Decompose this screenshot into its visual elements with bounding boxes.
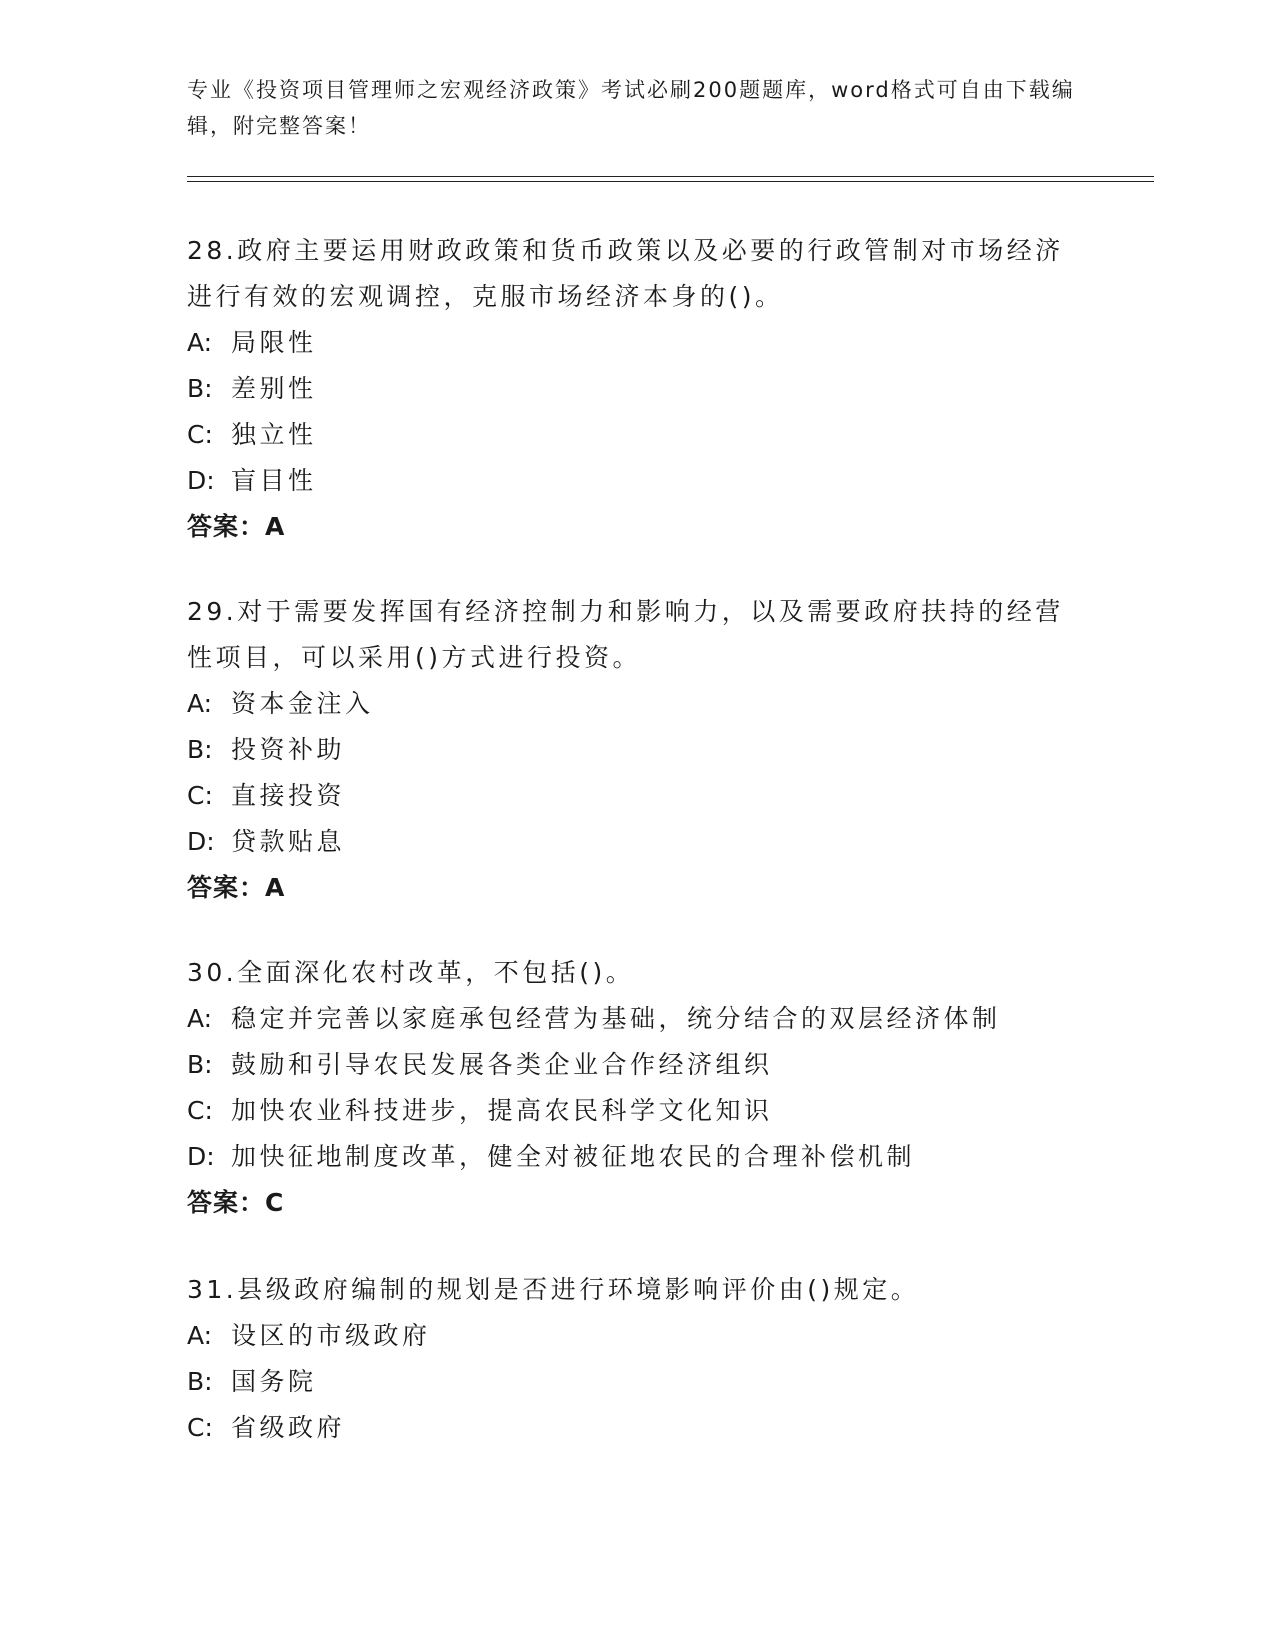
answer-line: 答案：A: [187, 873, 286, 902]
option-key: A:: [187, 328, 213, 357]
option-text: 加快征地制度改革，健全对被征地农民的合理补偿机制: [231, 1142, 916, 1171]
document-intro: 专业《投资项目管理师之宏观经济政策》考试必刷200题题库，word格式可自由下载编辑，附完整答案！: [187, 78, 1075, 138]
option-key: B:: [187, 1050, 213, 1079]
header-divider-bottom: [187, 181, 1154, 182]
header-divider-top: [187, 176, 1154, 177]
option-a: [187, 996, 1087, 1042]
option-key: C:: [187, 1413, 213, 1442]
option-text: 盲目性: [231, 466, 317, 495]
option-key: C:: [187, 420, 213, 449]
option-key: D:: [187, 466, 215, 495]
option-a: [187, 320, 1087, 366]
question-stem: 28.政府主要运用财政政策和货币政策以及必要的行政管制对市场经济进行有效的宏观调控，克服市场经济本身的()。: [187, 236, 1064, 311]
answer-line: 答案：A: [187, 512, 286, 541]
option-text: 贷款贴息: [231, 827, 346, 856]
question-stem: 29.对于需要发挥国有经济控制力和影响力，以及需要政府扶持的经营性项目，可以采用()方式进行投资。: [187, 597, 1064, 672]
option-key: B:: [187, 1367, 213, 1396]
option-text: 设区的市级政府: [231, 1321, 431, 1350]
option-key: A:: [187, 1321, 213, 1350]
option-key: A:: [187, 1004, 213, 1033]
option-text: 加快农业科技进步，提高农民科学文化知识: [231, 1096, 773, 1125]
question-29: [187, 589, 1087, 911]
option-d: [187, 1134, 1087, 1180]
option-key: C:: [187, 1096, 213, 1125]
question-31: [187, 1267, 1087, 1451]
option-c: [187, 1088, 1087, 1134]
option-text: 省级政府: [231, 1413, 346, 1442]
option-c: [187, 412, 1087, 458]
option-c: [187, 773, 1087, 819]
option-text: 稳定并完善以家庭承包经营为基础，统分结合的双层经济体制: [231, 1004, 1001, 1033]
answer-line: 答案：C: [187, 1188, 285, 1217]
option-key: B:: [187, 735, 213, 764]
option-text: 投资补助: [231, 735, 346, 764]
option-text: 独立性: [231, 420, 317, 449]
option-text: 国务院: [231, 1367, 317, 1396]
option-key: C:: [187, 781, 213, 810]
option-text: 直接投资: [231, 781, 346, 810]
option-key: A:: [187, 689, 213, 718]
option-b: [187, 1359, 1087, 1405]
option-text: 差别性: [231, 374, 317, 403]
option-b: [187, 727, 1087, 773]
option-key: D:: [187, 1142, 215, 1171]
option-text: 资本金注入: [231, 689, 374, 718]
option-key: D:: [187, 827, 215, 856]
option-d: [187, 819, 1087, 865]
question-28: [187, 228, 1087, 550]
question-stem: 31.县级政府编制的规划是否进行环境影响评价由()规定。: [187, 1275, 920, 1304]
option-key: B:: [187, 374, 213, 403]
option-text: 鼓励和引导农民发展各类企业合作经济组织: [231, 1050, 773, 1079]
option-d: [187, 458, 1087, 504]
question-30: [187, 950, 1087, 1226]
option-a: [187, 681, 1087, 727]
option-b: [187, 1042, 1087, 1088]
option-a: [187, 1313, 1087, 1359]
option-text: 局限性: [231, 328, 317, 357]
option-c: [187, 1405, 1087, 1451]
question-stem: 30.全面深化农村改革，不包括()。: [187, 958, 635, 987]
option-b: [187, 366, 1087, 412]
